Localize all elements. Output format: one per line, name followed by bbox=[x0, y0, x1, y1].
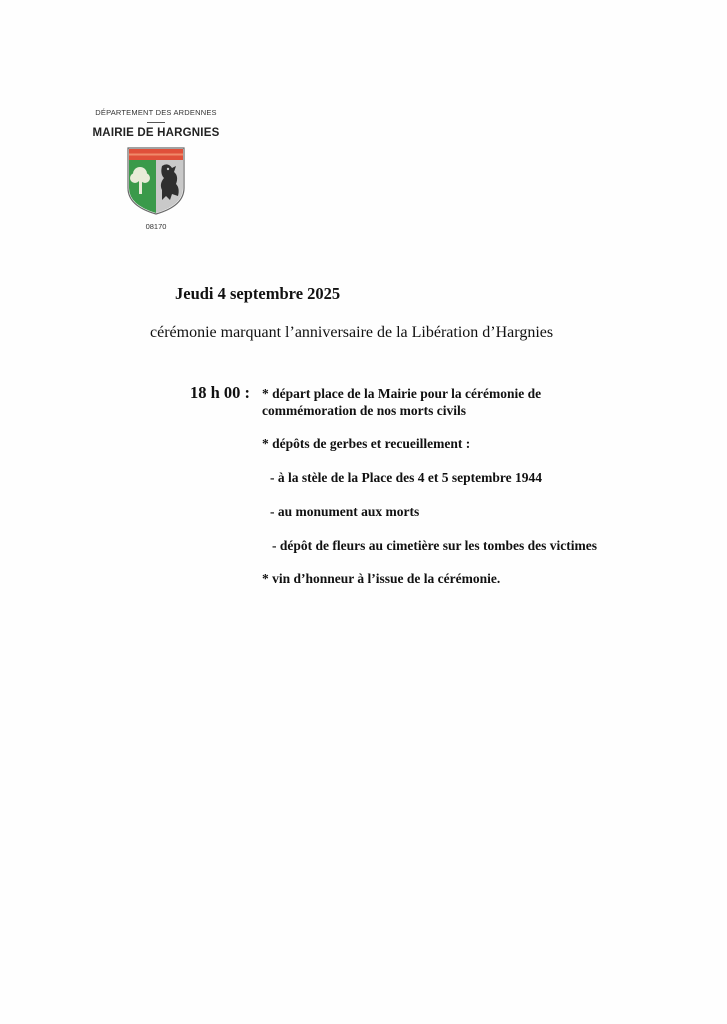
program-item-departure: * départ place de la Mairie pour la cérémonie de bbox=[262, 386, 542, 401]
department-label: DÉPARTEMENT DES ARDENNES bbox=[95, 108, 217, 117]
coat-of-arms-icon bbox=[124, 144, 188, 216]
postal-code: 08170 bbox=[145, 222, 167, 231]
program-subitem-cemetery: - dépôt de fleurs au cimetière sur les tombes des victimes bbox=[272, 538, 597, 553]
letterhead bbox=[86, 108, 226, 231]
mairie-title: MAIRIE DE HARGNIES bbox=[92, 127, 220, 139]
program-item-reception: * vin d’honneur à l’issue de la cérémonie. bbox=[262, 571, 501, 586]
event-subtitle: cérémonie marquant l’anniversaire de la Libération d’Hargnies bbox=[150, 324, 554, 341]
event-date: Jeudi 4 septembre 2025 bbox=[175, 284, 341, 303]
program-item-wreaths: * dépôts de gerbes et recueillement : bbox=[262, 436, 471, 451]
program-item-departure-continued: commémoration de nos morts civils bbox=[262, 403, 466, 418]
program-subitem-stele: - à la stèle de la Place des 4 et 5 septembre 1944 bbox=[270, 470, 542, 485]
divider bbox=[147, 122, 165, 123]
event-time: 18 h 00 : bbox=[190, 383, 251, 402]
program-subitem-monument: - au monument aux morts bbox=[270, 504, 420, 519]
